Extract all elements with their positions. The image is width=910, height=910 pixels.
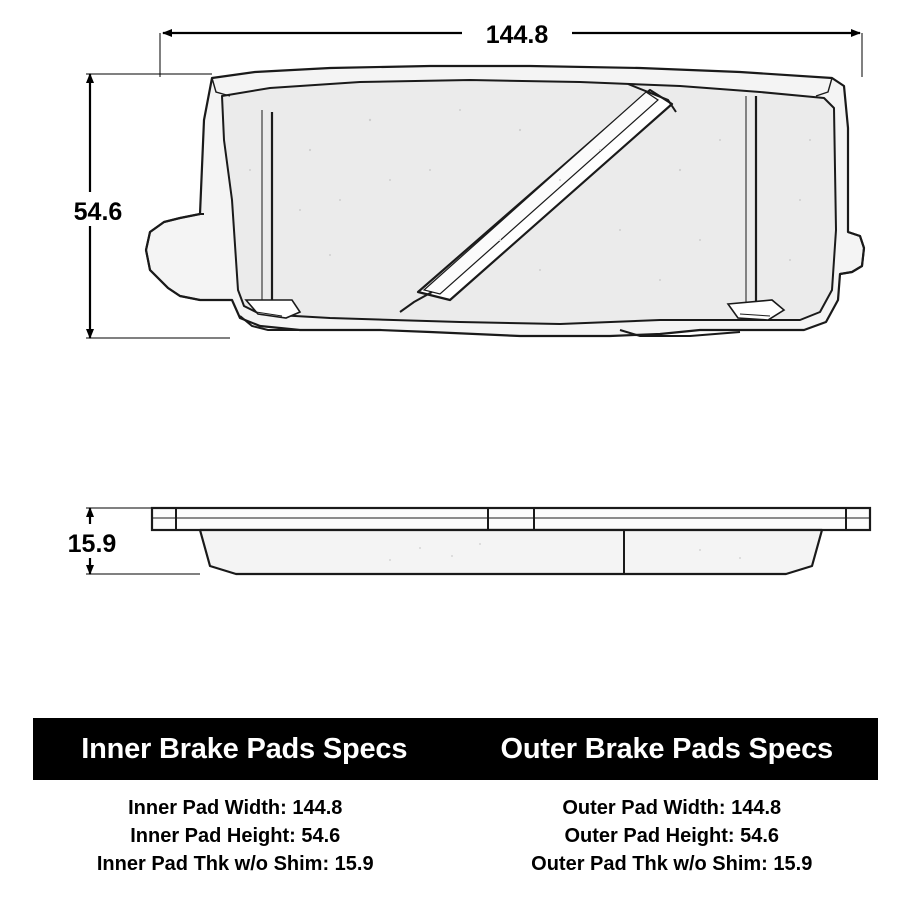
inner-pad-width: Inner Pad Width: 144.8 — [128, 797, 343, 819]
inner-pad-thickness: Inner Pad Thk w/o Shim: 15.9 — [96, 853, 374, 875]
inner-specs-header: Inner Brake Pads Specs — [81, 732, 408, 765]
inner-specs-column — [33, 794, 456, 878]
pad-side-view — [152, 508, 870, 574]
specs-body — [33, 794, 878, 878]
pad-face-outline — [146, 66, 864, 336]
outer-pad-height: Outer Pad Height: 54.6 — [564, 825, 779, 847]
specs-header-row — [33, 718, 878, 780]
width-dimension-label: 144.8 — [485, 21, 549, 49]
specs-table — [33, 718, 878, 878]
outer-specs-header: Outer Brake Pads Specs — [500, 732, 833, 765]
inner-pad-height: Inner Pad Height: 54.6 — [130, 825, 341, 847]
outer-pad-width: Outer Pad Width: 144.8 — [562, 797, 782, 819]
thickness-dimension-label: 15.9 — [67, 530, 117, 558]
outer-specs-column — [456, 794, 879, 878]
outer-pad-thickness: Outer Pad Thk w/o Shim: 15.9 — [531, 853, 813, 875]
height-dimension-label: 54.6 — [73, 198, 123, 226]
